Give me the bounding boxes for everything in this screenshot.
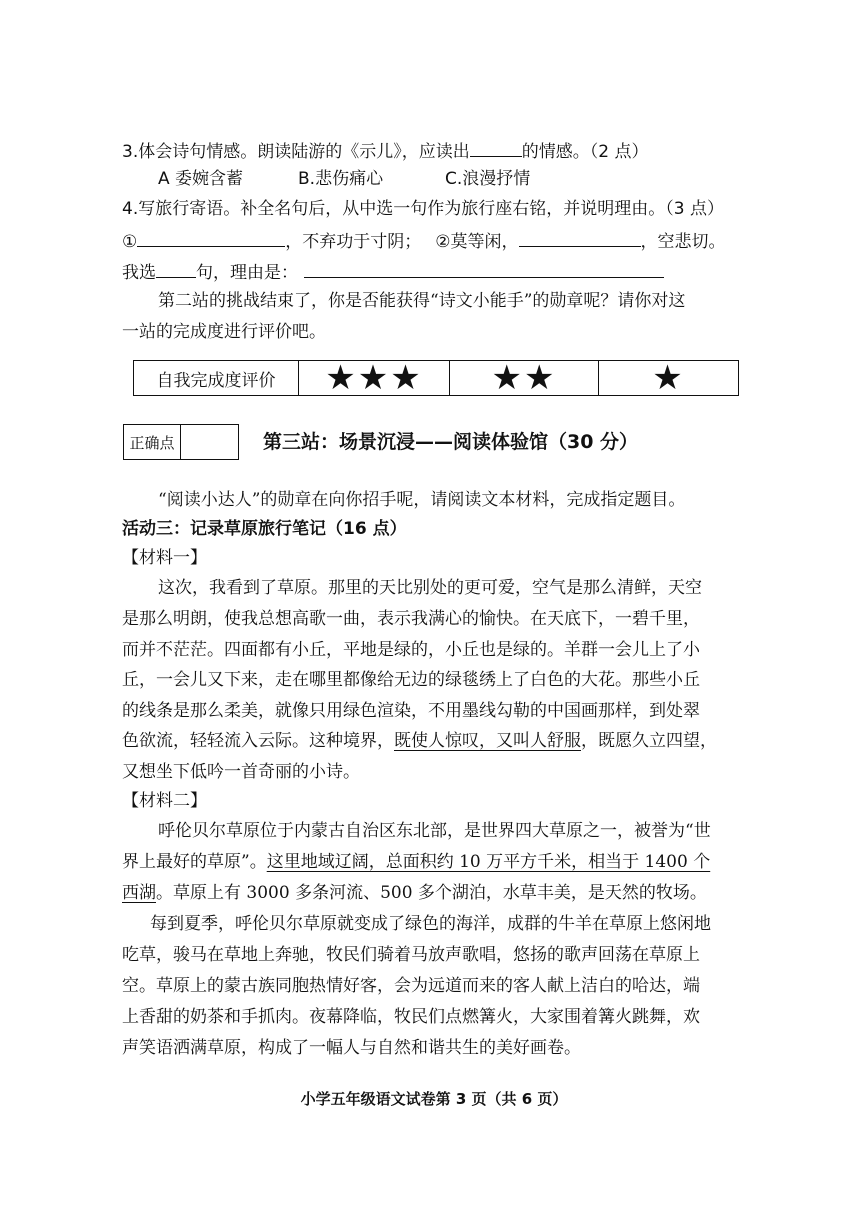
activity-3-title: 活动三：记录草原旅行笔记（16 点）	[122, 519, 407, 539]
choose-head: 我选	[122, 263, 156, 283]
material-2-line: 空。草原上的蒙古族同胞热情好客，会为远道而来的客人献上洁白的哈达，端	[122, 976, 700, 996]
question-3-prefix: 3.体会诗句情感。朗读陆游的《示儿》，应读出	[122, 142, 470, 162]
material-2-line: 呼伦贝尔草原位于内蒙古自治区东北部，是世界四大草原之一，被誉为“世	[158, 821, 711, 841]
text-segment: ，既愿久立四望，	[581, 731, 717, 751]
item-1-number: ①	[122, 232, 138, 252]
item-1-tail: ，不弃功于寸阴；	[285, 232, 422, 252]
star-icon: ★★	[491, 358, 557, 398]
material-2-line: 吃草，骏马在草地上奔驰，牧民们骑着马放声歌唱，悠扬的歌声回荡在草原上	[122, 945, 700, 965]
item-2-tail: ，空悲切。	[640, 232, 726, 252]
rating-two-stars[interactable]	[450, 358, 599, 398]
underlined-sentence: 这里地域辽阔，总面积约 10 万平方千米，相当于 1400 个	[266, 852, 711, 872]
star-icon: ★★★	[325, 358, 423, 398]
underlined-sentence: 既使人惊叹，又叫人舒服	[394, 731, 581, 751]
material-2-line: 上香甜的奶茶和手抓肉。夜幕降临，牧民们点燃篝火，大家围着篝火跳舞，欢	[122, 1007, 700, 1027]
answer-blank[interactable]	[137, 228, 285, 247]
station-3-intro: “阅读小达人”的勋章在向你招手呢，请阅读文本材料，完成指定题目。	[158, 490, 686, 510]
material-1-line: 而并不茫茫。四面都有小丘，平地是绿的，小丘也是绿的。羊群一会儿上了小	[122, 640, 700, 660]
station-2-end-line-2: 一站的完成度进行评价吧。	[122, 322, 326, 342]
text-segment: 色欲流，轻轻流入云际。这种境界，	[122, 731, 394, 751]
material-1-heading: 【材料一】	[122, 548, 207, 568]
material-1-line: 这次，我看到了草原。那里的天比别处的更可爱，空气是那么清鲜，天空	[158, 578, 702, 598]
material-1-line	[122, 729, 717, 753]
material-2-line	[122, 881, 707, 905]
rating-one-star[interactable]	[599, 358, 739, 398]
question-3	[122, 138, 648, 164]
material-1-line: 又想坐下低吟一首奇丽的小诗。	[122, 762, 360, 782]
option-b: B.悲伤痛心	[298, 169, 384, 189]
question-3-options	[158, 167, 530, 191]
option-c: C.浪漫抒情	[445, 169, 531, 189]
question-3-suffix: 的情感。（2 点）	[521, 142, 649, 162]
station-3-title: 第三站：场景沉浸——阅读体验馆（30 分）	[263, 431, 639, 453]
text-segment: 界上最好的草原”。	[122, 852, 267, 872]
star-icon: ★	[652, 358, 685, 398]
material-2-line	[122, 850, 710, 874]
self-rating-table	[133, 360, 739, 396]
material-2-line: 每到夏季，呼伦贝尔草原就变成了绿色的海洋，成群的牛羊在草原上悠闲地	[150, 914, 711, 934]
text-segment: 。草原上有 3000 多条河流、500 多个湖泊，水草丰美，是天然的牧场。	[156, 883, 707, 903]
material-2-line: 声笑语洒满草原，构成了一幅人与自然和谐共生的美好画卷。	[122, 1038, 581, 1058]
answer-blank[interactable]	[470, 138, 522, 157]
answer-blank[interactable]	[519, 228, 641, 247]
underlined-sentence: 西湖	[122, 883, 156, 903]
material-2-heading: 【材料二】	[122, 791, 207, 811]
reason-blank[interactable]	[304, 259, 664, 278]
station-2-end-line-1: 第二站的挑战结束了，你是否能获得“诗文小能手”的勋章呢？请你对这	[158, 291, 686, 311]
page-footer: 小学五年级语文试卷第 3 页（共 6 页）	[300, 1090, 568, 1108]
choose-mid: 句，理由是：	[196, 263, 298, 283]
question-4-choice	[122, 259, 664, 285]
option-a: A 委婉含蓄	[158, 169, 244, 189]
material-1-line: 是那么明朗，使我总想高歌一曲，表示我满心的愉快。在天底下，一碧千里，	[122, 609, 700, 629]
rating-label: 自我完成度评价	[134, 361, 299, 396]
score-box	[123, 424, 239, 460]
material-1-line: 的线条是那么柔美，就像只用绿色渲染，不用墨线勾勒的中国画那样，到处翠	[122, 701, 700, 721]
rating-three-stars[interactable]	[299, 358, 450, 398]
answer-blank[interactable]	[156, 259, 196, 278]
score-field[interactable]	[181, 425, 238, 459]
score-label: 正确点	[124, 425, 181, 459]
item-2-head: ②莫等闲，	[435, 232, 519, 252]
question-4-items	[122, 228, 726, 254]
material-1-line: 丘，一会儿又下来，走在哪里都像给无边的绿毯绣上了白色的大花。那些小丘	[122, 670, 700, 690]
question-4-title: 4.写旅行寄语。补全名句后，从中选一句作为旅行座右铭，并说明理由。（3 点）	[122, 199, 724, 219]
